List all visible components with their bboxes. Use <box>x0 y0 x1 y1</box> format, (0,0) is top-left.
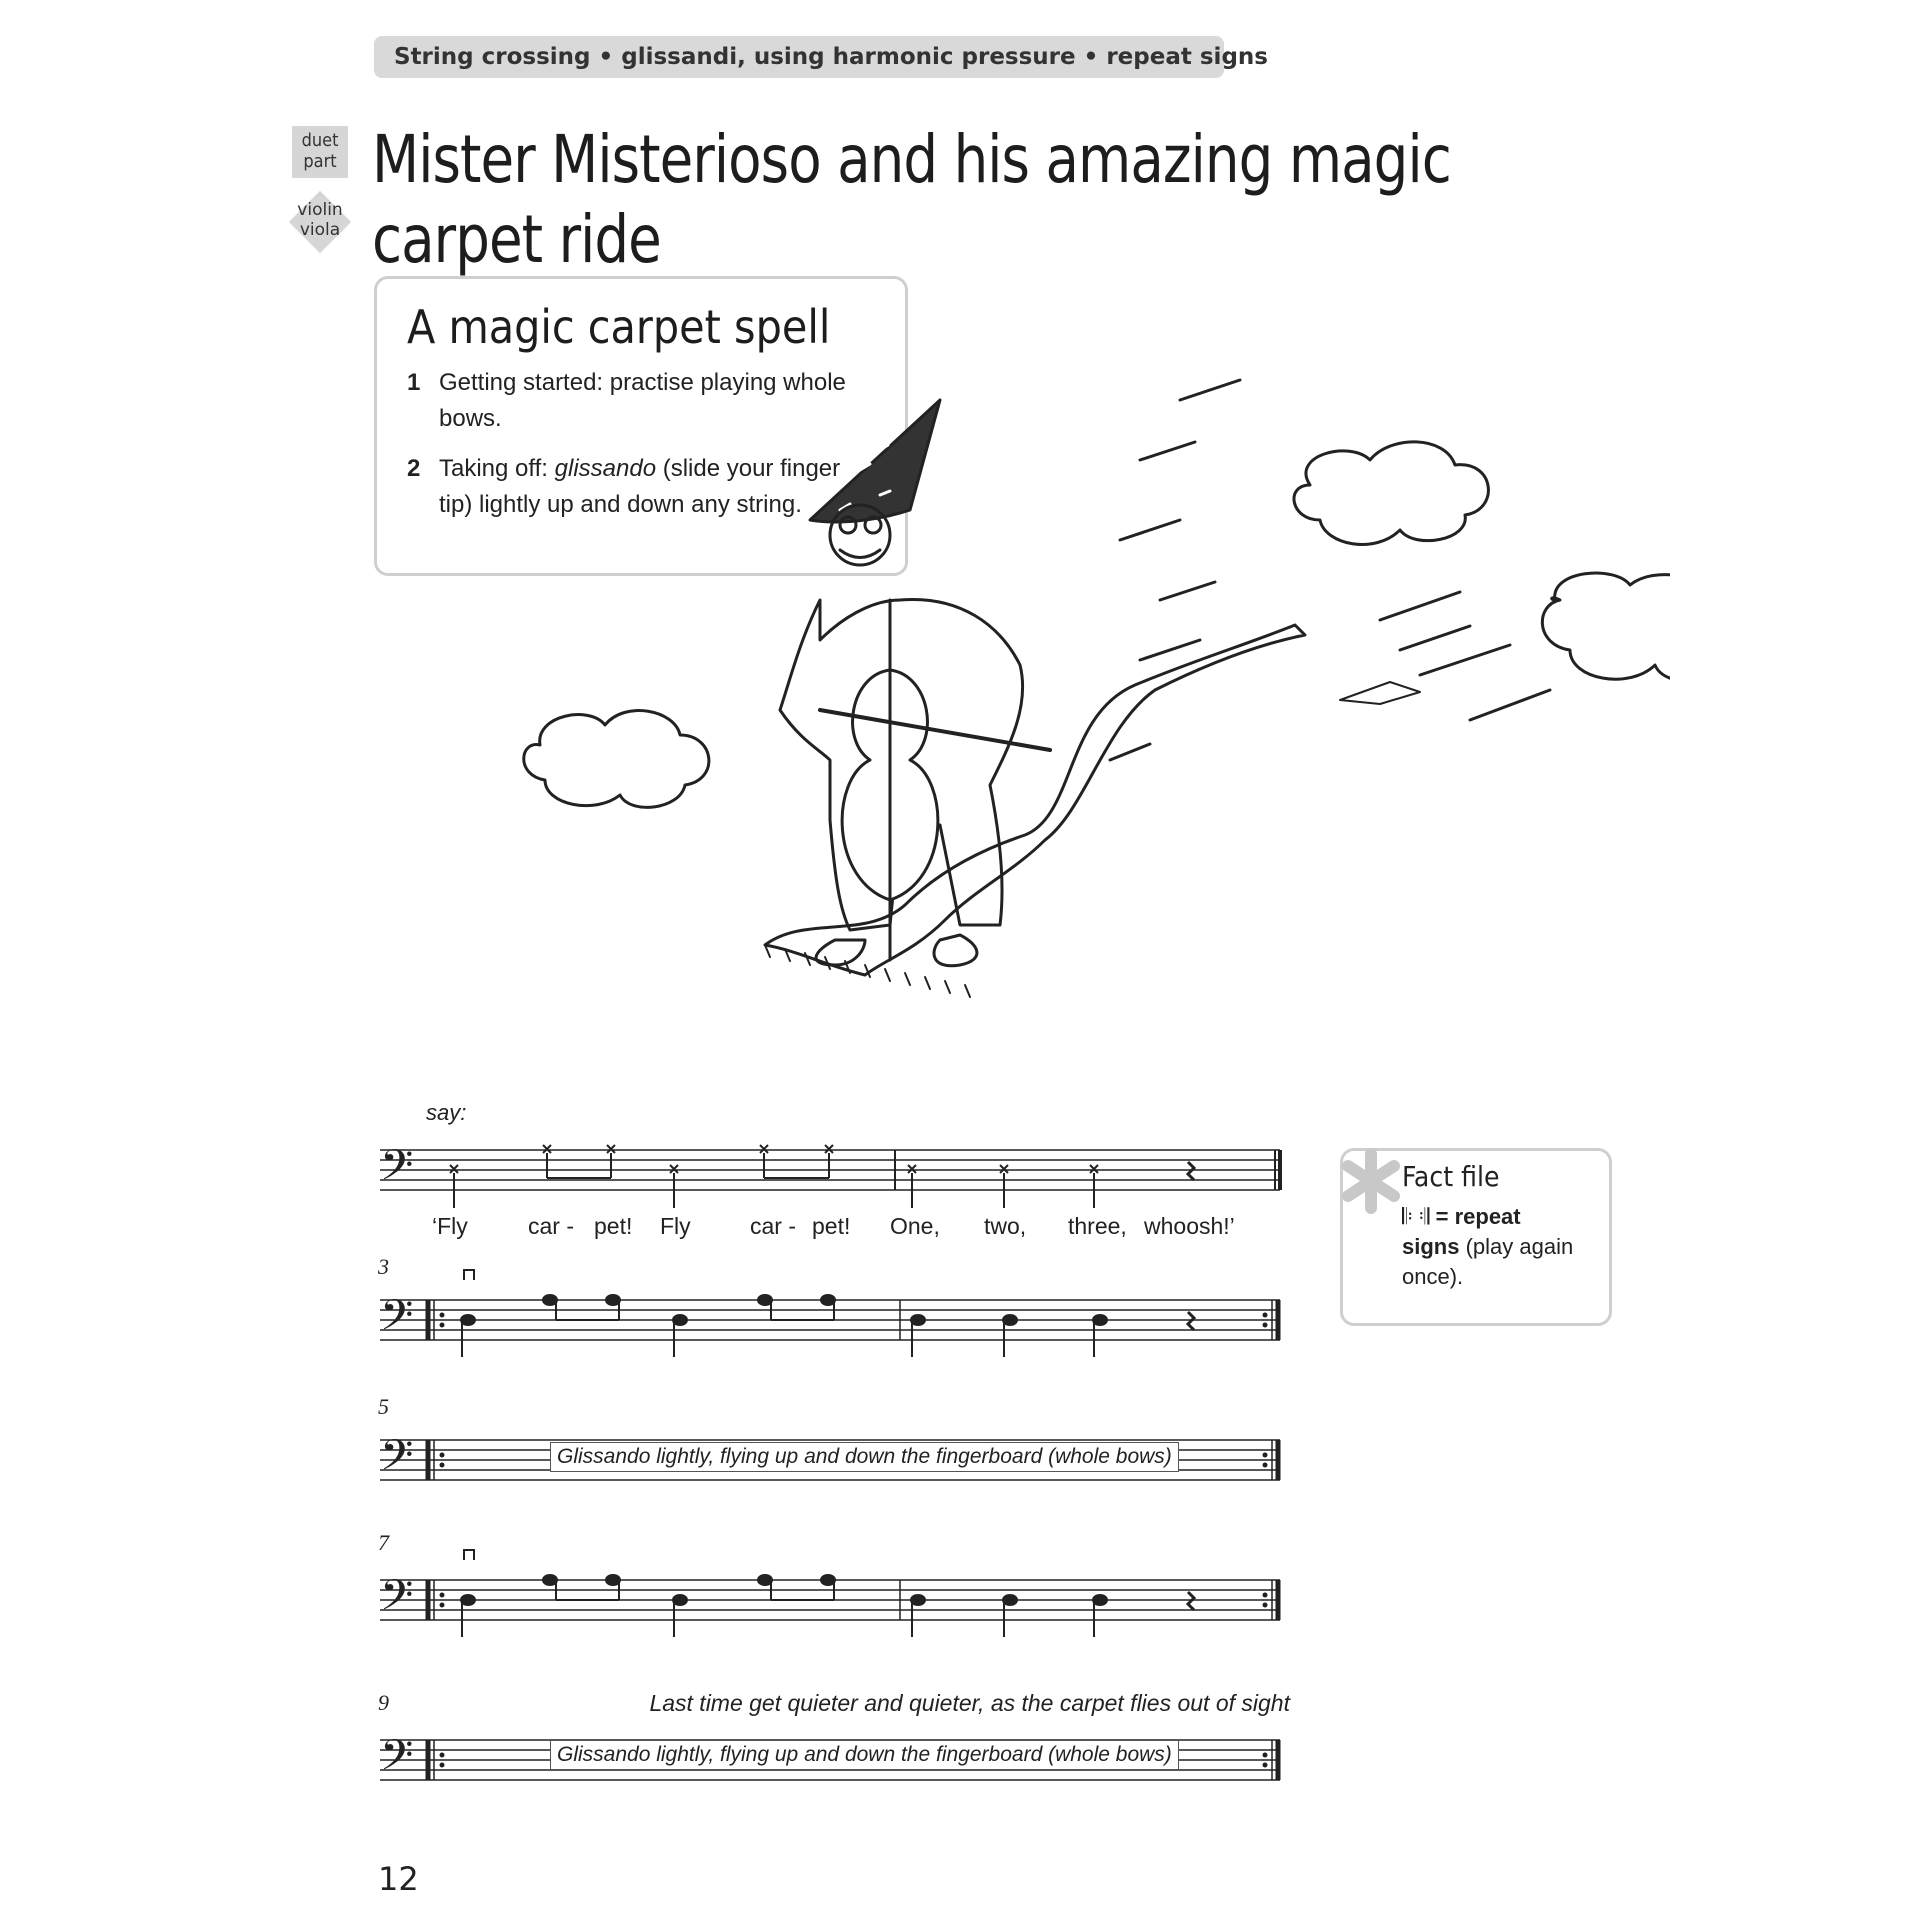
lyric-word: three, <box>1068 1213 1127 1239</box>
lyric-word: pet! <box>812 1213 851 1239</box>
instrument-label: violin viola <box>297 200 343 240</box>
measure-number: 5 <box>378 1394 389 1419</box>
say-label: say: <box>426 1100 467 1125</box>
duet-part-label: duet part <box>301 130 339 172</box>
fact-file-text: 𝄆 𝄇 = repeat signs (play again once). <box>1402 1204 1574 1289</box>
page-title: Mister Misterioso and his amazing magic carpet ride <box>372 121 1451 278</box>
lyric-word: whoosh!’ <box>1144 1213 1235 1239</box>
page-number: 12 <box>378 1860 419 1898</box>
lyric-word: car - <box>750 1213 796 1239</box>
instrument-diamond <box>288 190 352 254</box>
lyric-word: pet! <box>594 1213 633 1239</box>
last-time-instruction: Last time get quieter and quieter, as the carpet flies out of sight <box>649 1690 1290 1716</box>
glissando-instruction: Glissando lightly, flying up and down the fingerboard (whole bows) <box>550 1442 1179 1472</box>
svg-text:𝄢: 𝄢 <box>380 1431 414 1491</box>
lyric-word: two, <box>984 1213 1027 1239</box>
measure-number: 3 <box>378 1254 389 1279</box>
cloud-icon <box>1294 442 1488 545</box>
measure-number: 7 <box>378 1530 389 1555</box>
svg-text:𝄢: 𝄢 <box>380 1731 414 1791</box>
svg-text:𝄢: 𝄢 <box>380 1571 414 1631</box>
svg-text:𝄢: 𝄢 <box>380 1291 414 1351</box>
lyric-word: ‘Fly <box>432 1213 468 1239</box>
rhythm-notes <box>450 1145 1194 1208</box>
fact-file-title: Fact file <box>1402 1160 1500 1193</box>
spell-item-number: 2 <box>407 455 421 482</box>
lyric-word: One, <box>890 1213 940 1239</box>
cloud-icon <box>524 711 709 808</box>
spell-item-text: Taking off: glissando (slide your finger tip) lightly up and down any string. <box>439 455 841 518</box>
lyric-word: car - <box>528 1213 574 1239</box>
repeat-signs-icon: 𝄆 𝄇 <box>1402 1204 1430 1229</box>
cloud-icon <box>1542 573 1670 681</box>
lyric-word: Fly <box>660 1213 691 1239</box>
measure-number: 9 <box>378 1690 389 1715</box>
topic-bar: String crossing • glissandi, using harmonic pressure • repeat signs <box>374 36 1224 78</box>
wizard-hat <box>810 400 940 522</box>
asterisk-icon <box>1336 1146 1406 1216</box>
spell-item-text: Getting started: practise playing whole bows. <box>439 369 846 432</box>
duet-part-tag <box>292 126 348 178</box>
spell-title: A magic carpet spell <box>407 300 831 354</box>
wizard-cello-illustration <box>520 360 1670 1040</box>
svg-text:𝄢: 𝄢 <box>380 1141 414 1201</box>
spell-item-number: 1 <box>407 369 421 396</box>
glissando-instruction: Glissando lightly, flying up and down the fingerboard (whole bows) <box>550 1740 1179 1770</box>
